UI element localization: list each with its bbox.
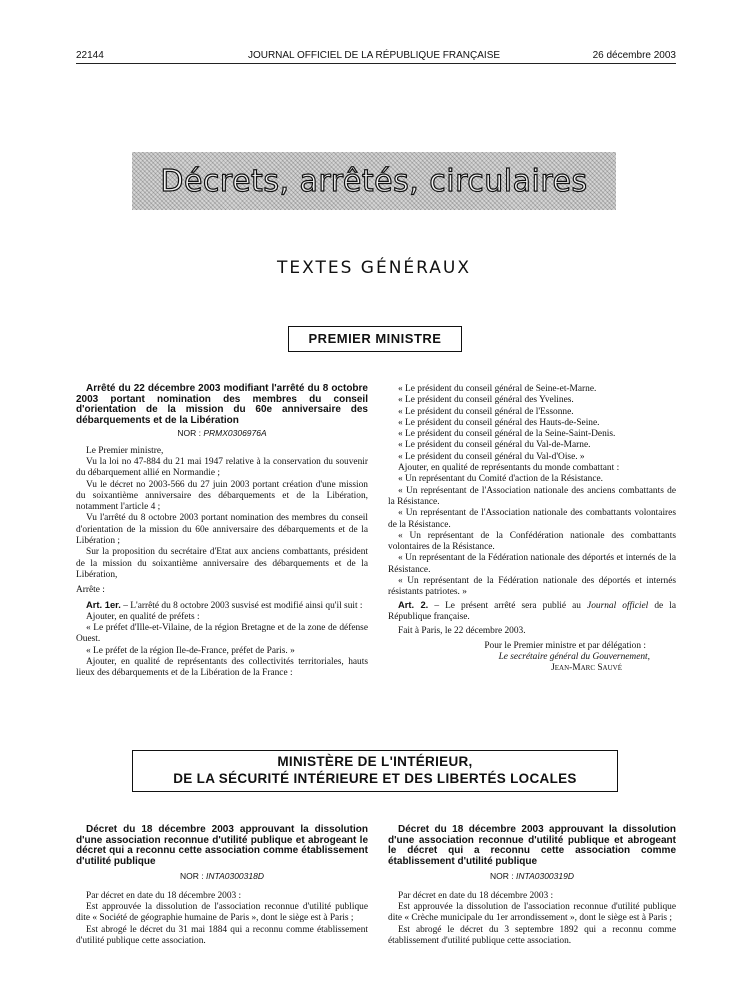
list-item: « Un représentant de la Confédération nationale des combattants volontaires de la Résistance. xyxy=(388,530,676,553)
arrete-left-column xyxy=(76,384,368,680)
arrete-word: Arrête : xyxy=(76,585,105,596)
decret-para: Est approuvée la dissolution de l'association reconnue d'utilité publique dite « Crèche municipale du 1er arrondissement », dont le siège est à Paris ; xyxy=(388,901,676,924)
list-item: « Un représentant de la Fédération nationale des déportés et internés résistants patriotes. » xyxy=(388,576,676,598)
list-item: « Le président du conseil général des Yvelines. xyxy=(398,395,574,406)
decret-1 xyxy=(76,825,368,947)
arrete-title: Arrêté du 22 décembre 2003 modifiant l'arrêté du 8 octobre 2003 portant nomination des membres du conseil d'orientation de la mission du 60e anniversaire des débarquements et de la Libération xyxy=(76,383,368,426)
nor-label: NOR : xyxy=(490,871,514,882)
nor-label: NOR : xyxy=(177,428,201,439)
list-item: « Le président du conseil général du Val-d'Oise. » xyxy=(398,451,585,462)
list-item: Ajouter, en qualité de représentants du monde combattant : xyxy=(398,463,620,474)
arrete-para: Ajouter, en qualité de préfets : xyxy=(86,611,200,622)
list-item: « Un représentant de l'Association nationale des combattants volontaires de la Résistance. xyxy=(388,508,676,530)
article-2-text: – Le présent arrêté sera publié au xyxy=(428,600,588,611)
nor-label: NOR : xyxy=(180,871,204,882)
signature-line-2: Le secrétaire général du Gouvernement, xyxy=(498,651,650,662)
fait-line: Fait à Paris, le 22 décembre 2003. xyxy=(398,626,526,637)
article-1 xyxy=(76,599,368,612)
article-2 xyxy=(388,599,676,624)
decret-para: Est abrogé le décret du 31 mai 1884 qui a reconnu comme établissement d'utilité publique cette association. xyxy=(76,924,368,946)
nor-code: INTA0300319D xyxy=(516,871,574,882)
page-number: 22144 xyxy=(76,50,104,61)
ministry-line-2: DE LA SÉCURITÉ INTÉRIEURE ET DES LIBERTÉS LOCALES xyxy=(173,771,577,786)
signature-line-1: Pour le Premier ministre et par délégation : xyxy=(484,640,646,651)
arrete-right-column xyxy=(388,384,676,674)
article-1-label: Art. 1er. xyxy=(86,598,121,610)
list-item: « Le président du conseil général de Seine-et-Marne. xyxy=(398,384,597,394)
list-item: « Le président du conseil général de l'Essonne. xyxy=(398,406,574,417)
list-item: « Le président du conseil général des Hauts-de-Seine. xyxy=(398,417,600,428)
article-1-text: – L'arrêté du 8 octobre 2003 susvisé est modifié ainsi qu'il suit : xyxy=(120,600,363,611)
decret-para: Par décret en date du 18 décembre 2003 : xyxy=(398,890,554,901)
header-date: 26 décembre 2003 xyxy=(592,50,676,61)
arrete-para: Ajouter, en qualité de représentants des collectivités territoriales, hauts lieux des débarquements et de la Libération de la France : xyxy=(76,657,368,679)
journal-officiel-italic: Journal officiel xyxy=(587,600,649,611)
header-rule xyxy=(76,63,676,64)
nor-code: PRMX0306976A xyxy=(203,428,267,439)
list-item: « Un représentant de la Fédération nationale des déportés et internés de la Résistance. xyxy=(388,553,676,575)
article-2-label: Art. 2. xyxy=(398,598,429,610)
decret-para: Par décret en date du 18 décembre 2003 : xyxy=(86,890,242,901)
nor-code: INTA0300318D xyxy=(206,871,264,882)
list-item: « Le président du conseil général du Val-de-Marne. xyxy=(398,440,591,451)
arrete-para: Sur la proposition du secrétaire d'Etat aux anciens combattants, président de la mission du soixantième anniversaire des débarquements et de la Libération, xyxy=(76,547,368,580)
arrete-para: « Le préfet de la région Ile-de-France, préfet de Paris. » xyxy=(86,645,295,656)
arrete-para: Le Premier ministre, xyxy=(86,445,164,456)
decret-1-title: Décret du 18 décembre 2003 approuvant la dissolution d'une association reconnue d'utilité publique et abrogeant le décret qui a reconnu cette association comme établissement d'utilité publique xyxy=(76,824,368,867)
decret-para: Est abrogé le décret du 3 septembre 1892 qui a reconnu comme établissement d'utilité publique cette association. xyxy=(388,924,676,946)
arrete-para: Vu le décret no 2003-566 du 27 juin 2003 portant création d'une mission du soixantième anniversaire des débarquements et de la Libération, notamment l'article 4 ; xyxy=(76,479,368,513)
section-banner xyxy=(132,152,616,210)
decret-para: Est approuvée la dissolution de l'association reconnue d'utilité publique dite « Société de géographie humaine de Paris », dont le siège est à Paris ; xyxy=(76,901,368,924)
list-item: « Le président du conseil général de la Seine-Saint-Denis. xyxy=(398,429,616,440)
decret-2 xyxy=(388,825,676,947)
signature-name: Jean-Marc Sauvé xyxy=(551,663,622,674)
ministry-title: PREMIER MINISTRE xyxy=(308,331,442,346)
list-item: « Un représentant de l'Association nationale des anciens combattants de la Résistance. xyxy=(388,485,676,507)
decret-2-nor xyxy=(388,871,676,882)
ministry-box-interieur xyxy=(132,750,618,792)
decret-1-nor xyxy=(76,871,368,882)
article-2-text-end: de la République française. xyxy=(388,600,676,622)
arrete-nor xyxy=(76,428,368,439)
arrete-para: « Le préfet d'Ille-et-Vilaine, de la région Bretagne et de la zone de défense Ouest. xyxy=(76,623,368,645)
ministry-line-1: MINISTÈRE DE L'INTÉRIEUR, xyxy=(277,754,473,769)
banner-title: Décrets, arrêtés, circulaires xyxy=(160,163,588,199)
ministry-box-premier xyxy=(288,326,462,352)
section-heading: TEXTES GÉNÉRAUX xyxy=(276,258,471,278)
arrete-para: Vu l'arrêté du 8 octobre 2003 portant nomination des membres du conseil d'orientation de la mission du 60e anniversaire des débarquements et de la Libération ; xyxy=(76,513,368,547)
decret-2-title: Décret du 18 décembre 2003 approuvant la dissolution d'une association reconnue d'utilité publique et abrogeant le décret qui a reconnu cette association comme établissement d'utilité publique xyxy=(388,824,676,867)
list-item: « Un représentant du Comité d'action de la Résistance. xyxy=(398,474,604,485)
journal-title: JOURNAL OFFICIEL DE LA RÉPUBLIQUE FRANÇAISE xyxy=(247,50,501,61)
arrete-para: Vu la loi no 47-884 du 21 mai 1947 relative à la conservation du souvenir du débarquement allié en Normandie ; xyxy=(76,456,368,479)
